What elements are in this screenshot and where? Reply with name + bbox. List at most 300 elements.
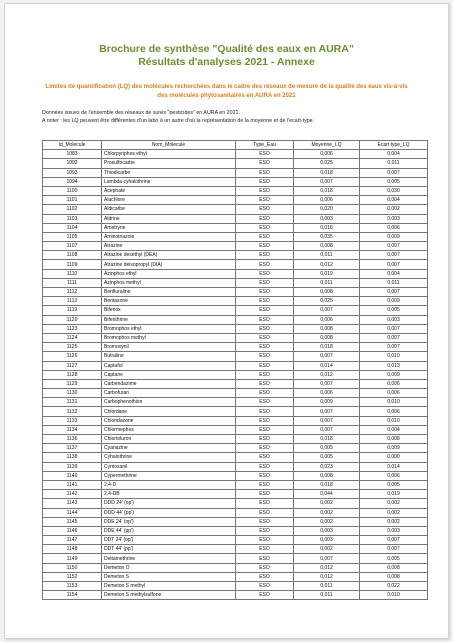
cell-type: ESO — [236, 582, 294, 591]
cell-type: ESO — [236, 288, 294, 297]
cell-name: Captane — [102, 370, 236, 379]
table-row — [43, 416, 428, 425]
cell-type: ESO — [236, 223, 294, 232]
cell-name: DDT 44' (pp') — [102, 545, 236, 554]
header-name: Nom_Molecule — [102, 141, 236, 150]
cell-mean: 0,018 — [294, 480, 360, 489]
cell-stddev: 0,003 — [360, 315, 428, 324]
cell-id: 1129 — [43, 379, 102, 388]
cell-id: 1101 — [43, 196, 102, 205]
cell-stddev: 0,002 — [360, 517, 428, 526]
cell-name: Lambda cyhalothrine — [102, 177, 236, 186]
cell-stddev: 0,010 — [360, 416, 428, 425]
cell-id: 1132 — [43, 407, 102, 416]
table-row — [43, 444, 428, 453]
cell-id: 1112 — [43, 288, 102, 297]
cell-type: ESO — [236, 269, 294, 278]
table-header-row — [43, 141, 428, 150]
cell-mean: 0,006 — [294, 315, 360, 324]
cell-type: ESO — [236, 159, 294, 168]
table-row — [43, 563, 428, 572]
cell-stddev: 0,007 — [360, 343, 428, 352]
cell-mean: 0,007 — [294, 407, 360, 416]
cell-mean: 0,008 — [294, 288, 360, 297]
cell-id: 1100 — [43, 186, 102, 195]
table-row — [43, 517, 428, 526]
intro-line-2: A noter : les LQ peuvent être différentes d'un labo à un autre d'où la représentation de la moyenne et de l'ecart-type. — [42, 117, 315, 124]
cell-type: ESO — [236, 536, 294, 545]
cell-stddev: 0,006 — [360, 379, 428, 388]
cell-mean: 0,002 — [294, 517, 360, 526]
table-row — [43, 196, 428, 205]
cell-type: ESO — [236, 389, 294, 398]
cell-stddev: 0,003 — [360, 214, 428, 223]
cell-mean: 0,005 — [294, 444, 360, 453]
cell-name: Atrazine deisopropyl (DIA) — [102, 260, 236, 269]
cell-stddev: 0,006 — [360, 223, 428, 232]
document-subtitle: Limites de quantification (LQ) des molécules recherchées dans le cadre des réseaux de mesure de la qualité des eaux vis-à-vis des molécules phytosanitaires en AURA en 2021 — [45, 84, 408, 99]
cell-stddev: 0,000 — [360, 453, 428, 462]
cell-id: 1130 — [43, 389, 102, 398]
cell-stddev: 0,004 — [360, 196, 428, 205]
cell-type: ESO — [236, 177, 294, 186]
cell-mean: 0,011 — [294, 591, 360, 600]
cell-name: Atrazine — [102, 242, 236, 251]
cell-stddev: 0,003 — [360, 526, 428, 535]
cell-name: Chlorpyriphos ethyl — [102, 150, 236, 159]
cell-id: 1108 — [43, 251, 102, 260]
cell-id: 1127 — [43, 361, 102, 370]
cell-stddev: 0,005 — [360, 480, 428, 489]
table-row — [43, 453, 428, 462]
cell-name: Aldicarbe — [102, 205, 236, 214]
table-row — [43, 251, 428, 260]
cell-id: 1134 — [43, 425, 102, 434]
table-row — [43, 333, 428, 342]
cell-mean: 0,006 — [294, 150, 360, 159]
cell-mean: 0,020 — [294, 205, 360, 214]
cell-mean: 0,011 — [294, 251, 360, 260]
cell-type: ESO — [236, 343, 294, 352]
table-row — [43, 591, 428, 600]
cell-stddev: 0,010 — [360, 398, 428, 407]
cell-stddev: 0,002 — [360, 499, 428, 508]
cell-mean: 0,002 — [294, 499, 360, 508]
table-row — [43, 545, 428, 554]
cell-stddev: 0,009 — [360, 297, 428, 306]
cell-id: 1102 — [43, 205, 102, 214]
cell-mean: 0,003 — [294, 214, 360, 223]
cell-mean: 0,025 — [294, 297, 360, 306]
cell-stddev: 0,007 — [360, 242, 428, 251]
cell-mean: 0,011 — [294, 278, 360, 287]
cell-id: 1138 — [43, 453, 102, 462]
cell-stddev: 0,004 — [360, 425, 428, 434]
header-id: Id_Molecule — [43, 141, 102, 150]
table-row — [43, 536, 428, 545]
cell-type: ESO — [236, 398, 294, 407]
table-row — [43, 288, 428, 297]
cell-stddev: 0,010 — [360, 352, 428, 361]
cell-type: ESO — [236, 517, 294, 526]
cell-stddev: 0,004 — [360, 150, 428, 159]
table-row — [43, 389, 428, 398]
cell-stddev: 0,002 — [360, 508, 428, 517]
cell-mean: 0,007 — [294, 425, 360, 434]
table-row — [43, 490, 428, 499]
cell-id: 1149 — [43, 554, 102, 563]
cell-mean: 0,012 — [294, 572, 360, 581]
table-row — [43, 480, 428, 489]
cell-id: 1150 — [43, 563, 102, 572]
cell-stddev: 0,005 — [360, 177, 428, 186]
cell-type: ESO — [236, 591, 294, 600]
cell-name: Thiodicarbe — [102, 168, 236, 177]
cell-name: Demeton O — [102, 563, 236, 572]
cell-name: 2,4-DB — [102, 490, 236, 499]
cell-mean: 0,018 — [294, 186, 360, 195]
header-stddev: Ecart type_LQ — [360, 141, 428, 150]
cell-name: Aldrine — [102, 214, 236, 223]
cell-type: ESO — [236, 251, 294, 260]
table-row — [43, 407, 428, 416]
cell-type: ESO — [236, 315, 294, 324]
cell-type: ESO — [236, 232, 294, 241]
cell-id: 1125 — [43, 343, 102, 352]
cell-type: ESO — [236, 471, 294, 480]
cell-name: Bentazone — [102, 297, 236, 306]
cell-stddev: 0,013 — [360, 361, 428, 370]
cell-id: 1139 — [43, 462, 102, 471]
cell-mean: 0,035 — [294, 232, 360, 241]
cell-name: Cyanazine — [102, 444, 236, 453]
cell-name: DDD 24' (op') — [102, 499, 236, 508]
cell-name: Carbophenothion — [102, 398, 236, 407]
cell-type: ESO — [236, 444, 294, 453]
cell-stddev: 0,006 — [360, 407, 428, 416]
table-row — [43, 425, 428, 434]
cell-type: ESO — [236, 379, 294, 388]
cell-type: ESO — [236, 554, 294, 563]
cell-name: Chlormephos — [102, 425, 236, 434]
cell-id: 1105 — [43, 232, 102, 241]
cell-id: 1141 — [43, 480, 102, 489]
cell-id: 1103 — [43, 214, 102, 223]
cell-name: Prosulfocarbe — [102, 159, 236, 168]
cell-type: ESO — [236, 168, 294, 177]
cell-stddev: 0,019 — [360, 490, 428, 499]
cell-mean: 0,019 — [294, 269, 360, 278]
cell-name: Butraline — [102, 352, 236, 361]
cell-type: ESO — [236, 361, 294, 370]
cell-type: ESO — [236, 186, 294, 195]
cell-name: 2,4-D — [102, 480, 236, 489]
cell-mean: 0,012 — [294, 563, 360, 572]
table-body — [43, 150, 428, 600]
cell-type: ESO — [236, 214, 294, 223]
cell-name: Ametryne — [102, 223, 236, 232]
cell-type: ESO — [236, 526, 294, 535]
cell-id: 1124 — [43, 333, 102, 342]
cell-type: ESO — [236, 150, 294, 159]
cell-id: 1109 — [43, 260, 102, 269]
cell-type: ESO — [236, 242, 294, 251]
cell-id: 1136 — [43, 435, 102, 444]
table-row — [43, 462, 428, 471]
cell-stddev: 0,030 — [360, 186, 428, 195]
cell-id: 1104 — [43, 223, 102, 232]
cell-mean: 0,018 — [294, 168, 360, 177]
cell-type: ESO — [236, 278, 294, 287]
cell-type: ESO — [236, 196, 294, 205]
cell-name: Demeton S methyl — [102, 582, 236, 591]
table-row — [43, 214, 428, 223]
cell-id: 1140 — [43, 471, 102, 480]
cell-type: ESO — [236, 499, 294, 508]
cell-name: Bromoxynil — [102, 343, 236, 352]
cell-name: Carbendazime — [102, 379, 236, 388]
cell-name: Acephate — [102, 186, 236, 195]
cell-stddev: 0,005 — [360, 306, 428, 315]
header-type: Type_Eau — [236, 141, 294, 150]
cell-name: Bromophos methyl — [102, 333, 236, 342]
cell-mean: 0,007 — [294, 379, 360, 388]
cell-id: 1146 — [43, 526, 102, 535]
table-row — [43, 168, 428, 177]
table-row — [43, 361, 428, 370]
table-row — [43, 435, 428, 444]
cell-name: Chlordane — [102, 407, 236, 416]
cell-mean: 0,009 — [294, 398, 360, 407]
cell-name: DDD 44' (pp') — [102, 508, 236, 517]
cell-name: Chloridazone — [102, 416, 236, 425]
table-row — [43, 582, 428, 591]
cell-mean: 0,023 — [294, 462, 360, 471]
cell-type: ESO — [236, 306, 294, 315]
cell-name: Carbofuran — [102, 389, 236, 398]
header-mean: Moyenne_LQ — [294, 141, 360, 150]
cell-id: 1154 — [43, 591, 102, 600]
cell-id: 1083 — [43, 150, 102, 159]
table-row — [43, 150, 428, 159]
cell-mean: 0,007 — [294, 177, 360, 186]
intro-line-1: Données issues de l'ensemble des réseaux de suivis "pesticides" en AURA en 2021. — [42, 110, 240, 116]
cell-stddev: 0,005 — [360, 554, 428, 563]
lq-table — [42, 140, 428, 600]
cell-name: Benfluraline — [102, 288, 236, 297]
cell-stddev: 0,009 — [360, 444, 428, 453]
cell-id: 1093 — [43, 168, 102, 177]
cell-name: Azinphos methyl — [102, 278, 236, 287]
table-row — [43, 315, 428, 324]
cell-mean: 0,003 — [294, 536, 360, 545]
cell-mean: 0,006 — [294, 196, 360, 205]
cell-stddev: 0,011 — [360, 278, 428, 287]
document-title: Brochure de synthèse "Qualité des eaux en AURA" — [99, 43, 354, 55]
table-row — [43, 205, 428, 214]
cell-name: Captafol — [102, 361, 236, 370]
cell-stddev: 0,004 — [360, 269, 428, 278]
cell-name: Chlortoluron — [102, 435, 236, 444]
cell-mean: 0,025 — [294, 159, 360, 168]
cell-id: 1131 — [43, 398, 102, 407]
table-row — [43, 232, 428, 241]
cell-id: 1113 — [43, 297, 102, 306]
intro-text — [42, 110, 314, 125]
cell-id: 1128 — [43, 370, 102, 379]
cell-id: 1142 — [43, 490, 102, 499]
cell-type: ESO — [236, 260, 294, 269]
cell-stddev: 0,010 — [360, 591, 428, 600]
cell-mean: 0,007 — [294, 554, 360, 563]
cell-name: Bifenox — [102, 306, 236, 315]
cell-type: ESO — [236, 435, 294, 444]
cell-type: ESO — [236, 324, 294, 333]
cell-type: ESO — [236, 297, 294, 306]
cell-id: 1143 — [43, 499, 102, 508]
cell-id: 1144 — [43, 508, 102, 517]
cell-mean: 0,006 — [294, 389, 360, 398]
cell-name: Bromophos ethyl — [102, 324, 236, 333]
cell-name: Cymoxanil — [102, 462, 236, 471]
table-row — [43, 526, 428, 535]
cell-mean: 0,007 — [294, 306, 360, 315]
table-row — [43, 499, 428, 508]
cell-stddev: 0,007 — [360, 288, 428, 297]
cell-stddev: 0,011 — [360, 159, 428, 168]
cell-stddev: 0,009 — [360, 232, 428, 241]
table-row — [43, 398, 428, 407]
cell-stddev: 0,014 — [360, 462, 428, 471]
cell-type: ESO — [236, 490, 294, 499]
cell-stddev: 0,007 — [360, 260, 428, 269]
cell-name: Deltamethrine — [102, 554, 236, 563]
cell-mean: 0,018 — [294, 435, 360, 444]
cell-mean: 0,002 — [294, 508, 360, 517]
cell-id: 1152 — [43, 572, 102, 581]
cell-stddev: 0,007 — [360, 545, 428, 554]
cell-id: 1111 — [43, 278, 102, 287]
table-row — [43, 379, 428, 388]
cell-id: 1126 — [43, 352, 102, 361]
cell-name: Atrazine desethyl (DEA) — [102, 251, 236, 260]
cell-id: 1110 — [43, 269, 102, 278]
table-row — [43, 471, 428, 480]
table-row — [43, 242, 428, 251]
cell-stddev: 0,022 — [360, 582, 428, 591]
table-row — [43, 269, 428, 278]
cell-mean: 0,005 — [294, 453, 360, 462]
cell-id: 1133 — [43, 416, 102, 425]
table-row — [43, 159, 428, 168]
cell-stddev: 0,008 — [360, 563, 428, 572]
table-row — [43, 343, 428, 352]
cell-stddev: 0,008 — [360, 572, 428, 581]
cell-type: ESO — [236, 352, 294, 361]
table-row — [43, 186, 428, 195]
cell-name: Azinphos ethyl — [102, 269, 236, 278]
cell-id: 1148 — [43, 545, 102, 554]
cell-name: Demeton S — [102, 572, 236, 581]
cell-stddev: 0,002 — [360, 205, 428, 214]
cell-id: 1153 — [43, 582, 102, 591]
cell-type: ESO — [236, 545, 294, 554]
cell-name: DDE 44' (pp') — [102, 526, 236, 535]
cell-type: ESO — [236, 407, 294, 416]
cell-type: ESO — [236, 453, 294, 462]
table-row — [43, 554, 428, 563]
cell-id: 1147 — [43, 536, 102, 545]
table-row — [43, 297, 428, 306]
cell-type: ESO — [236, 462, 294, 471]
cell-name: DDT 24' (op') — [102, 536, 236, 545]
cell-mean: 0,007 — [294, 416, 360, 425]
cell-stddev: 0,007 — [360, 324, 428, 333]
table-row — [43, 352, 428, 361]
cell-type: ESO — [236, 572, 294, 581]
cell-stddev: 0,008 — [360, 435, 428, 444]
cell-name: Cyhalothrine — [102, 453, 236, 462]
cell-mean: 0,018 — [294, 343, 360, 352]
cell-name: Bifenthrine — [102, 315, 236, 324]
cell-mean: 0,007 — [294, 352, 360, 361]
cell-mean: 0,012 — [294, 260, 360, 269]
cell-name: Cypermethrine — [102, 471, 236, 480]
cell-type: ESO — [236, 370, 294, 379]
cell-mean: 0,044 — [294, 490, 360, 499]
cell-stddev: 0,009 — [360, 370, 428, 379]
table-row — [43, 223, 428, 232]
table-row — [43, 306, 428, 315]
cell-name: Aminotriazole — [102, 232, 236, 241]
table-row — [43, 278, 428, 287]
cell-stddev: 0,007 — [360, 168, 428, 177]
document-page — [4, 3, 449, 639]
cell-type: ESO — [236, 333, 294, 342]
table-row — [43, 324, 428, 333]
cell-id: 1094 — [43, 177, 102, 186]
cell-mean: 0,012 — [294, 370, 360, 379]
cell-type: ESO — [236, 416, 294, 425]
cell-id: 1107 — [43, 242, 102, 251]
cell-type: ESO — [236, 425, 294, 434]
cell-mean: 0,014 — [294, 361, 360, 370]
document-subtitle-title: Résultats d'analyses 2021 - Annexe — [138, 56, 315, 68]
cell-mean: 0,008 — [294, 324, 360, 333]
cell-id: 1092 — [43, 159, 102, 168]
cell-id: 1119 — [43, 306, 102, 315]
cell-type: ESO — [236, 563, 294, 572]
cell-stddev: 0,006 — [360, 389, 428, 398]
cell-stddev: 0,007 — [360, 536, 428, 545]
cell-name: DDE 24' (op') — [102, 517, 236, 526]
cell-mean: 0,003 — [294, 526, 360, 535]
cell-name: Demeton S methylsulfone — [102, 591, 236, 600]
cell-id: 1123 — [43, 324, 102, 333]
cell-id: 1137 — [43, 444, 102, 453]
table-row — [43, 260, 428, 269]
table-row — [43, 370, 428, 379]
cell-mean: 0,008 — [294, 333, 360, 342]
cell-mean: 0,008 — [294, 242, 360, 251]
table-row — [43, 177, 428, 186]
cell-stddev: 0,006 — [360, 471, 428, 480]
cell-type: ESO — [236, 480, 294, 489]
cell-name: Alachlore — [102, 196, 236, 205]
cell-mean: 0,008 — [294, 471, 360, 480]
cell-mean: 0,016 — [294, 223, 360, 232]
cell-mean: 0,011 — [294, 582, 360, 591]
